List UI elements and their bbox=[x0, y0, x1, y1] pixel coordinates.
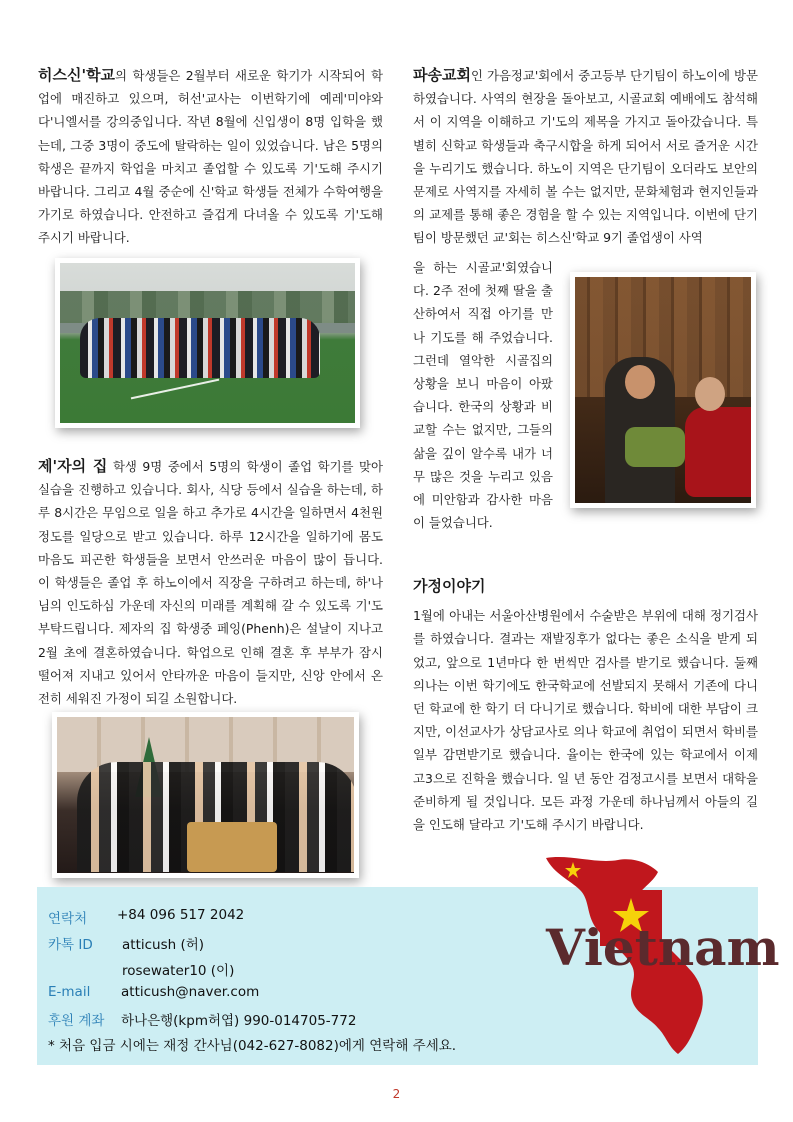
soccer-team-photo bbox=[55, 258, 360, 428]
kakao-value-1: atticush (허) bbox=[122, 937, 205, 953]
school-lead: 히스신'학교 bbox=[38, 66, 116, 84]
church-paragraph bbox=[413, 64, 758, 250]
right-column bbox=[413, 64, 758, 250]
email-label: E-mail bbox=[48, 984, 91, 1000]
baby-prayer-photo bbox=[570, 272, 756, 508]
kakao-label: 카톡 ID bbox=[48, 937, 93, 953]
left-column-lower bbox=[38, 455, 383, 710]
contact-note: * 처음 입금 시에는 재정 간사님(042-627-8082)에게 연락해 주세요. bbox=[48, 1038, 457, 1054]
email-label-row bbox=[48, 984, 90, 1000]
church-text-b: 을 하는 시골교'회였습니다. 2주 전에 첫째 딸을 출산하여서 직접 아기를 만나 기도를 해 주었습니다. 그런데 열악한 시골집의 상황을 보니 마음이 아팠습니다. 한국의 상황과 비교할 수는 없지만, 그들의 삶을 깊이 알수록 내가 너무 많은 것을 누리고 있음에 미안함과 감사한 마음이 들었습니다. bbox=[413, 260, 553, 531]
church-lead: 파송교회 bbox=[413, 66, 471, 84]
church-text-wrap bbox=[413, 256, 553, 534]
vietnam-wordmark: Vietnam bbox=[546, 918, 780, 977]
disciples-house-photo bbox=[52, 712, 359, 878]
email-link[interactable]: atticush@naver.com bbox=[121, 984, 260, 1000]
school-text: 의 학생들은 2월부터 새로운 학기가 시작되어 학업에 매진하고 있으며, 허선'교사는 이번학기에 예레'미야와 다'니엘서를 강의중입니다. 작년 8월에 신입생이 8명 입학을 했는데, 그중 3명이 중도에 탈락하는 일이 있었습니다. 남은 5명의 학생은 끝까지 학업을 마치고 졸업할 수 있도록 기'도해 주시기 바랍니다. 그리고 4월 중순에 신'학교 학생들 전체가 수학여행을 가기로 하였습니다. 안전하고 즐겁게 다녀올 수 있도록 기'도해 주시기 바랍니다. bbox=[38, 68, 383, 246]
house-lead: 제'자의 집 bbox=[38, 457, 108, 475]
house-paragraph bbox=[38, 455, 383, 710]
kakao-value-2: rosewater10 (이) bbox=[122, 963, 235, 979]
left-column bbox=[38, 64, 383, 254]
phone-row bbox=[48, 907, 87, 927]
phone-value[interactable]: +84 096 517 2042 bbox=[117, 907, 245, 923]
church-text-a: 인 가음정교'회에서 중고등부 단기팀이 하노이에 방문하였습니다. 사역의 현장을 돌아보고, 시골교회 예배에도 참석해서 이 지역을 이해하고 기'도의 제목을 가지고 돌아갔습니다. 특별히 신학교 학생들과 축구시합을 하게 되어서 서로 즐거운 시간을 누리기도 했습니다. 하노이 지역은 단기팀이 오더라도 보안의 문제로 사역지를 자세히 볼 수는 없지만, 문화체험과 현지인들과의 교제를 통해 좋은 경험을 할 수 있는 지역입니다. 이번에 단기팀이 방문했던 교'회는 히스신'학교 9기 졸업생이 사역 bbox=[413, 68, 758, 246]
family-heading: 가정이야기 bbox=[413, 577, 486, 595]
account-label: 후원 계좌 bbox=[48, 1013, 105, 1029]
page-number: 2 bbox=[392, 1087, 401, 1101]
account-label-row bbox=[48, 1009, 104, 1029]
account-value: 하나은행(kpm허엽) 990-014705-772 bbox=[121, 1013, 357, 1029]
family-text: 1월에 아내는 서울아산병원에서 수술받은 부위에 대해 정기검사를 하였습니다. 결과는 재발징후가 없다는 좋은 소식을 받게 되었고, 앞으로 1년마다 한 번씩만 검사를 받기로 했습니다. 둘째 의나는 이번 학기에도 한국학교에 선발되지 못해서 기존에 다니던 학교에 한 학기 더 다니기로 했습니다. 학비에 대한 부담이 크지만, 이선교사가 상담교사로 의나 학교에 취업이 되면서 학비를 일부 감면받기로 했습니다. 율이는 한국에 있는 학교에서 이제 고3으로 진학을 했습니다. 일 년 동안 검정고시를 보면서 대학을 준비하게 될 것입니다. 모든 과정 가운데 하나님께서 아들의 길을 인도해 달라고 기'도해 주시기 바랍니다. bbox=[413, 608, 758, 833]
phone-label: 연락처 bbox=[48, 911, 88, 927]
school-paragraph bbox=[38, 64, 383, 254]
family-section bbox=[413, 575, 758, 836]
kakao-label-row bbox=[48, 933, 93, 953]
house-text: 학생 9명 중에서 5명의 학생이 졸업 학기를 맞아 실습을 진행하고 있습니다. 회사, 식당 등에서 실습을 하는데, 하루 8시간은 무임으로 일을 하고 추가로 4시간을 일하면서 4천원 정도를 일당으로 받고 있습니다. 하루 12시간을 일하기에 몸도 마음도 피곤한 학생들을 보면서 안쓰러운 마음이 많이 듭니다. 이 학생들은 졸업 후 하노이에서 직장을 구하려고 하는데, 하'나님의 인도하심 가운데 자신의 미래를 계획해 갈 수 있도록 기'도 부탁드립니다. 제자의 집 학생중 페잉(Phenh)은 설날이 지나고 2월 초에 결혼하였습니다. 학업으로 인해 결혼 후 부부가 잠시 떨어져 지내고 있어서 안타까운 마음이 들지만, 신앙 안에서 온전히 세워진 가정이 되길 소원합니다. bbox=[38, 459, 383, 707]
